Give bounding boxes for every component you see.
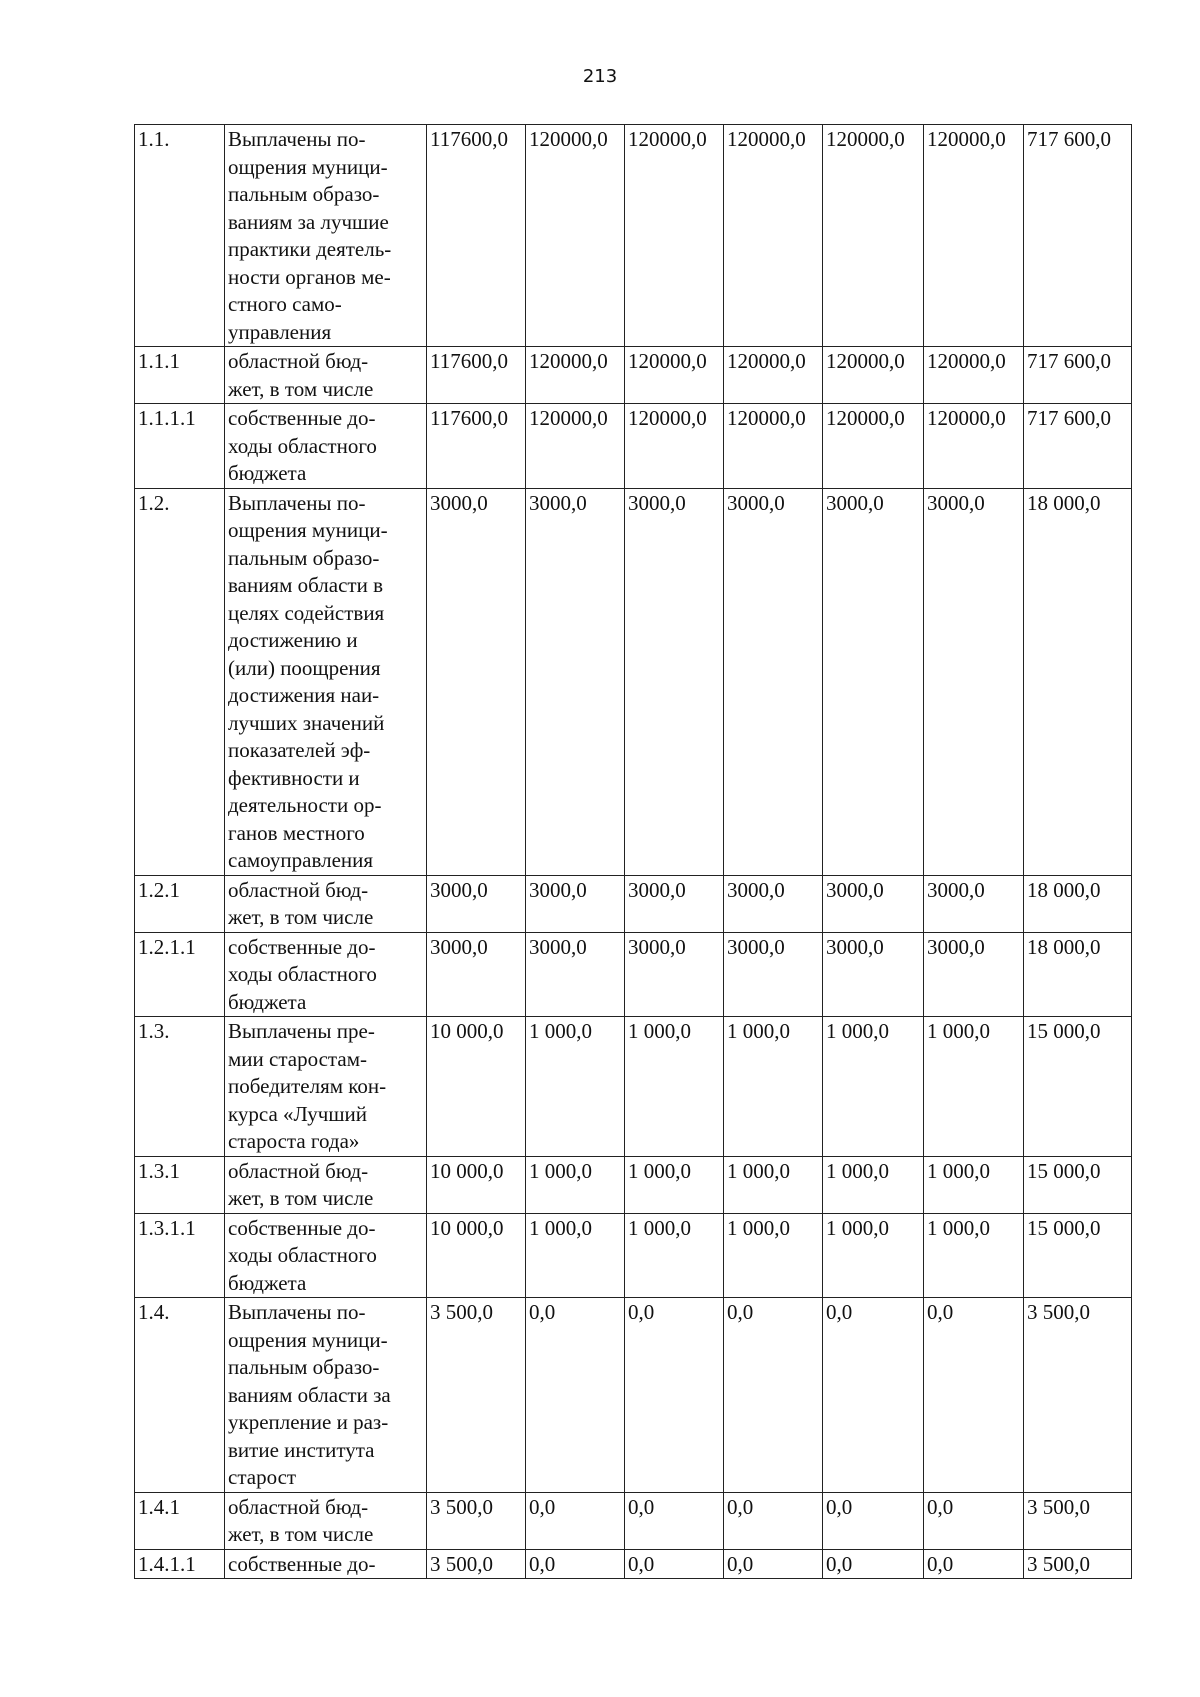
row-year-value: 120000,0 <box>724 347 823 404</box>
row-year-value: 1 000,0 <box>823 1156 924 1213</box>
row-year-value: 120000,0 <box>924 125 1024 347</box>
row-total-value: 3 500,0 <box>1024 1492 1132 1549</box>
row-year-value: 3000,0 <box>625 932 724 1017</box>
row-code: 1.4. <box>135 1298 225 1493</box>
row-code: 1.2. <box>135 488 225 875</box>
row-year-value: 0,0 <box>823 1549 924 1579</box>
row-year-value: 3000,0 <box>427 488 526 875</box>
row-year-value: 117600,0 <box>427 404 526 489</box>
row-description: Выплачены по- ощрения муници- пальным образо- ваниям за лучшие практики деятель- ности органов ме- стного само- управления <box>225 125 427 347</box>
table-row <box>135 1017 1132 1157</box>
row-year-value: 1 000,0 <box>625 1156 724 1213</box>
row-total-value: 717 600,0 <box>1024 404 1132 489</box>
row-description: областной бюд- жет, в том числе <box>225 1156 427 1213</box>
row-year-value: 3000,0 <box>724 488 823 875</box>
row-code: 1.4.1.1 <box>135 1549 225 1579</box>
row-year-value: 3 500,0 <box>427 1298 526 1493</box>
row-year-value: 120000,0 <box>526 347 625 404</box>
row-year-value: 1 000,0 <box>526 1213 625 1298</box>
row-description: Выплачены по- ощрения муници- пальным образо- ваниям области в целях содействия достижению и (или) поощрения достижения наи- лучших значений показателей эф- фективности и деятельности ор- ганов местного самоуправления <box>225 488 427 875</box>
row-total-value: 15 000,0 <box>1024 1213 1132 1298</box>
table-row <box>135 125 1132 347</box>
row-year-value: 1 000,0 <box>924 1213 1024 1298</box>
row-year-value: 1 000,0 <box>823 1213 924 1298</box>
row-description: собственные до- ходы областного бюджета <box>225 1213 427 1298</box>
row-total-value: 18 000,0 <box>1024 932 1132 1017</box>
page-number: 213 <box>582 66 618 87</box>
row-code: 1.3. <box>135 1017 225 1157</box>
row-year-value: 3000,0 <box>924 875 1024 932</box>
row-year-value: 1 000,0 <box>924 1017 1024 1157</box>
row-year-value: 0,0 <box>724 1549 823 1579</box>
table-row <box>135 1549 1132 1579</box>
row-code: 1.2.1.1 <box>135 932 225 1017</box>
row-year-value: 10 000,0 <box>427 1156 526 1213</box>
table-row <box>135 404 1132 489</box>
row-description: областной бюд- жет, в том числе <box>225 347 427 404</box>
row-year-value: 0,0 <box>823 1298 924 1493</box>
row-total-value: 15 000,0 <box>1024 1156 1132 1213</box>
row-total-value: 3 500,0 <box>1024 1298 1132 1493</box>
row-year-value: 117600,0 <box>427 347 526 404</box>
row-code: 1.1.1.1 <box>135 404 225 489</box>
row-total-value: 15 000,0 <box>1024 1017 1132 1157</box>
budget-table <box>134 124 1132 1579</box>
row-year-value: 120000,0 <box>526 125 625 347</box>
row-year-value: 3000,0 <box>823 932 924 1017</box>
row-year-value: 3000,0 <box>823 875 924 932</box>
row-description: областной бюд- жет, в том числе <box>225 1492 427 1549</box>
row-year-value: 1 000,0 <box>823 1017 924 1157</box>
row-year-value: 3000,0 <box>625 488 724 875</box>
row-year-value: 3000,0 <box>924 488 1024 875</box>
row-year-value: 120000,0 <box>625 125 724 347</box>
row-year-value: 0,0 <box>625 1298 724 1493</box>
row-year-value: 0,0 <box>625 1549 724 1579</box>
row-total-value: 18 000,0 <box>1024 488 1132 875</box>
row-year-value: 1 000,0 <box>526 1156 625 1213</box>
row-year-value: 1 000,0 <box>724 1017 823 1157</box>
row-year-value: 117600,0 <box>427 125 526 347</box>
row-year-value: 120000,0 <box>823 404 924 489</box>
table-body <box>135 125 1132 1579</box>
row-year-value: 3000,0 <box>427 875 526 932</box>
row-year-value: 1 000,0 <box>625 1213 724 1298</box>
row-total-value: 717 600,0 <box>1024 347 1132 404</box>
table-row <box>135 1492 1132 1549</box>
row-description: Выплачены по- ощрения муници- пальным образо- ваниям области за укрепление и раз- витие института старост <box>225 1298 427 1493</box>
row-year-value: 3000,0 <box>823 488 924 875</box>
row-year-value: 0,0 <box>823 1492 924 1549</box>
row-total-value: 3 500,0 <box>1024 1549 1132 1579</box>
row-year-value: 3 500,0 <box>427 1549 526 1579</box>
row-year-value: 120000,0 <box>823 125 924 347</box>
row-year-value: 3000,0 <box>526 932 625 1017</box>
table-row <box>135 875 1132 932</box>
row-year-value: 120000,0 <box>823 347 924 404</box>
row-code: 1.3.1 <box>135 1156 225 1213</box>
row-year-value: 3000,0 <box>427 932 526 1017</box>
table-row <box>135 1213 1132 1298</box>
row-year-value: 3 500,0 <box>427 1492 526 1549</box>
row-description: собственные до- ходы областного бюджета <box>225 404 427 489</box>
row-year-value: 120000,0 <box>724 125 823 347</box>
row-year-value: 0,0 <box>526 1549 625 1579</box>
row-year-value: 0,0 <box>724 1492 823 1549</box>
row-year-value: 3000,0 <box>526 488 625 875</box>
table-row <box>135 347 1132 404</box>
row-year-value: 120000,0 <box>526 404 625 489</box>
table-row <box>135 932 1132 1017</box>
row-description: Выплачены пре- мии старостам- победителям кон- курса «Лучший староста года» <box>225 1017 427 1157</box>
row-year-value: 1 000,0 <box>924 1156 1024 1213</box>
row-code: 1.1.1 <box>135 347 225 404</box>
row-year-value: 0,0 <box>625 1492 724 1549</box>
row-code: 1.1. <box>135 125 225 347</box>
row-year-value: 3000,0 <box>625 875 724 932</box>
row-year-value: 1 000,0 <box>526 1017 625 1157</box>
row-year-value: 0,0 <box>724 1298 823 1493</box>
row-description: собственные до- ходы областного бюджета <box>225 932 427 1017</box>
table-row <box>135 1298 1132 1493</box>
row-year-value: 120000,0 <box>724 404 823 489</box>
row-code: 1.2.1 <box>135 875 225 932</box>
row-year-value: 1 000,0 <box>625 1017 724 1157</box>
table-row <box>135 488 1132 875</box>
row-year-value: 1 000,0 <box>724 1156 823 1213</box>
row-year-value: 3000,0 <box>724 875 823 932</box>
row-year-value: 120000,0 <box>924 404 1024 489</box>
row-year-value: 0,0 <box>924 1492 1024 1549</box>
row-year-value: 3000,0 <box>924 932 1024 1017</box>
row-year-value: 0,0 <box>924 1298 1024 1493</box>
row-year-value: 120000,0 <box>625 404 724 489</box>
row-year-value: 0,0 <box>924 1549 1024 1579</box>
row-code: 1.4.1 <box>135 1492 225 1549</box>
row-description: областной бюд- жет, в том числе <box>225 875 427 932</box>
row-year-value: 3000,0 <box>724 932 823 1017</box>
row-year-value: 1 000,0 <box>724 1213 823 1298</box>
row-year-value: 120000,0 <box>924 347 1024 404</box>
row-year-value: 3000,0 <box>526 875 625 932</box>
row-year-value: 120000,0 <box>625 347 724 404</box>
row-year-value: 10 000,0 <box>427 1017 526 1157</box>
row-description: собственные до- <box>225 1549 427 1579</box>
row-year-value: 10 000,0 <box>427 1213 526 1298</box>
row-total-value: 18 000,0 <box>1024 875 1132 932</box>
row-year-value: 0,0 <box>526 1492 625 1549</box>
table-row <box>135 1156 1132 1213</box>
row-code: 1.3.1.1 <box>135 1213 225 1298</box>
row-total-value: 717 600,0 <box>1024 125 1132 347</box>
row-year-value: 0,0 <box>526 1298 625 1493</box>
